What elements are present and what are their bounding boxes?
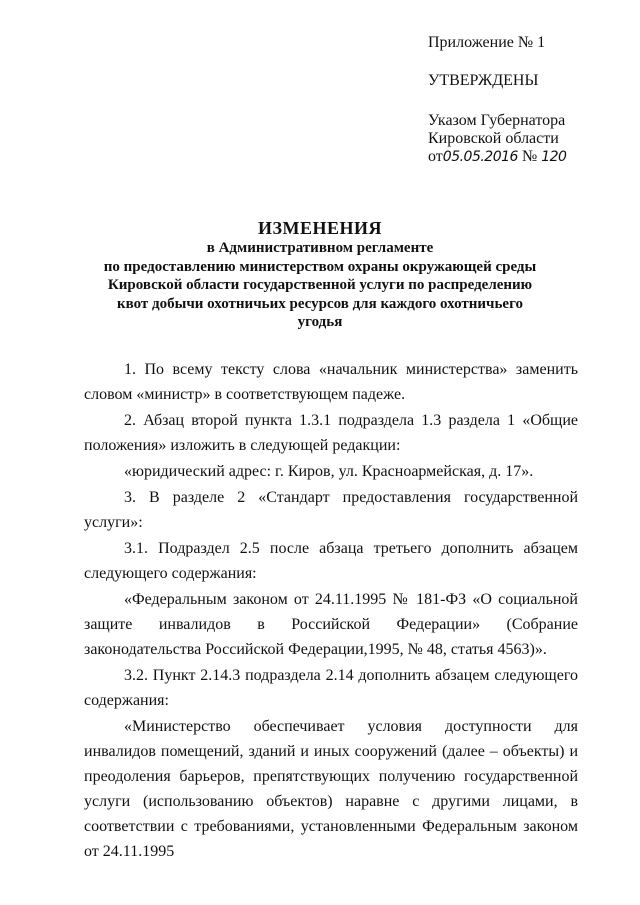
paragraph-6: «Федеральным законом от 24.11.1995 № 181-ФЗ «О социальной защите инвалидов в Российской Федерации» (Собрание законодательства Российской Федерации,1995, № 48, статья 4563)». <box>84 591 578 658</box>
paragraph-8: «Министерство обеспечивает условия доступности для инвалидов помещений, зданий и иных сооружений (далее – объекты) и преодоления барьеров, препятствующих получению государственной услуги (использованию объектов) наравне с другими лицами, в соответствии с требованиями, установленными Федеральным законом от 24.11.1995 <box>84 718 578 860</box>
title-line-3: Кировской области государственной услуги по распределению <box>107 277 533 293</box>
title-line-1: в Административном регламенте <box>206 240 434 256</box>
approved-by-line-1: Указом Губернатора <box>428 112 566 129</box>
paragraph-2: 2. Абзац второй пункта 1.3.1 подраздела 1.3 раздела 1 «Общие положения» изложить в следующей редакции: <box>84 412 578 454</box>
approved-by-line-2: Кировской области <box>428 130 559 147</box>
title-line-4: квот добычи охотничьих ресурсов для каждого охотничьего <box>116 295 524 312</box>
number-prefix: № <box>521 148 538 165</box>
title-main: ИЗМЕНЕНИЯ <box>257 218 382 238</box>
decree-date-number <box>428 148 628 166</box>
handwritten-number: 120 <box>541 149 567 165</box>
paragraph-3: «юридический адрес: г. Киров, ул. Красноармейская, д. 17». <box>124 463 534 480</box>
paragraph-1: 1. По всему тексту слова «начальник министерства» заменить словом «министр» в соответствующем падеже. <box>84 361 578 403</box>
appendix-label: Приложение № 1 <box>428 34 546 51</box>
paragraph-7: 3.2. Пункт 2.14.3 подраздела 2.14 дополнить абзацем следующего содержания: <box>84 667 578 709</box>
title-line-5: угодья <box>297 314 343 330</box>
title-line-2: по предоставлению министерством охраны окружающей среды <box>103 258 537 275</box>
paragraph-4: 3. В разделе 2 «Стандарт предоставления государственной услуги»: <box>84 489 578 531</box>
approval-block <box>428 34 628 166</box>
paragraph-5: 3.1. Подраздел 2.5 после абзаца третьего дополнить абзацем следующего содержания: <box>84 540 578 582</box>
document-body <box>84 357 578 864</box>
document-title <box>60 217 580 332</box>
date-prefix: от <box>428 148 443 165</box>
approved-label: УТВЕРЖДЕНЫ <box>428 72 539 89</box>
handwritten-date: 05.05.2016 <box>442 149 518 165</box>
